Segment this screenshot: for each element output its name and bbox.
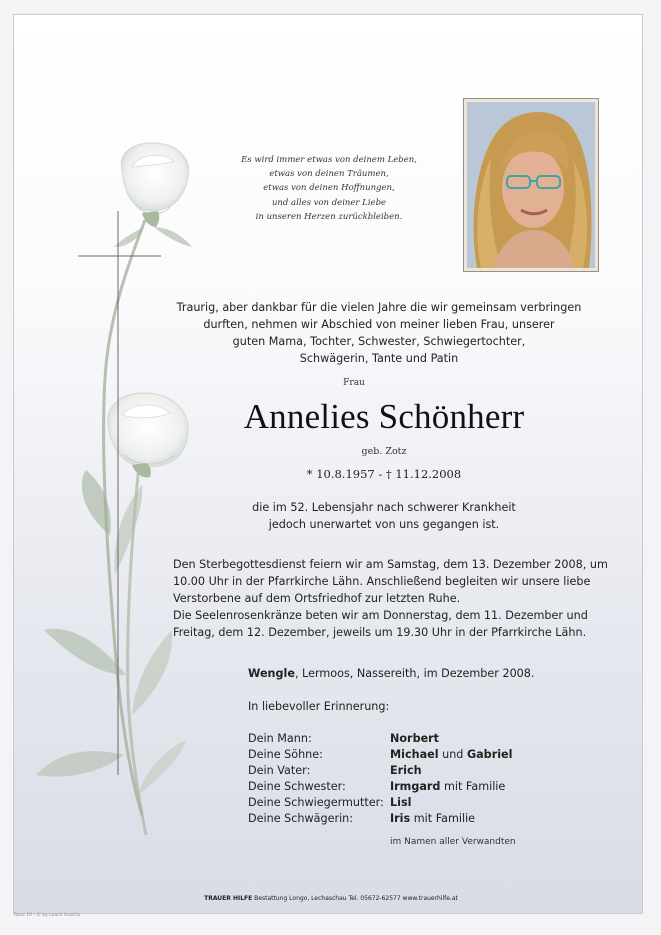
salutation: Frau xyxy=(343,378,365,388)
relative-name: Lisl xyxy=(390,796,412,809)
relative-row xyxy=(248,795,588,811)
portrait-photo xyxy=(467,102,595,268)
relative-join: und xyxy=(438,748,467,761)
place-date xyxy=(248,667,534,680)
relative-row xyxy=(248,747,588,763)
rosary-text xyxy=(173,607,627,641)
rose-top xyxy=(121,143,188,227)
intro-line: durften, nehmen wir Abschied von meiner lieben Frau, unserer xyxy=(203,318,555,331)
relative-label: Dein Mann: xyxy=(248,732,312,745)
rosary-line: Freitag, dem 12. Dezember, jeweils um 19.30 Uhr in der Pfarrkirche Lähn. xyxy=(173,626,587,639)
rosary-line: Die Seelenrosenkränze beten wir am Donnerstag, dem 11. Dezember und xyxy=(173,609,588,622)
place-town: Wengle xyxy=(248,667,295,680)
on-behalf-note: im Namen aller Verwandten xyxy=(390,837,516,847)
relative-row xyxy=(248,731,588,747)
deceased-name: Annelies Schönherr xyxy=(243,397,525,436)
relative-label: Deine Schwägerin: xyxy=(248,812,354,825)
relative-suffix: mit Familie xyxy=(410,812,476,825)
footer-details: Bestattung Longo, Lechaschau Tel. 05672-62577 www.trauerhilfe.at xyxy=(252,895,458,902)
relative-row xyxy=(248,779,588,795)
memorial-quote xyxy=(219,153,439,224)
intro-line: Traurig, aber dankbar für die vielen Jahre die wir gemeinsam verbringen xyxy=(176,301,582,314)
cause-line: die im 52. Lebensjahr nach schwerer Krankheit xyxy=(252,501,516,514)
relative-name: Erich xyxy=(390,764,422,777)
quote-line: und alles von deiner Liebe xyxy=(271,197,387,208)
footer-imprint xyxy=(174,895,488,902)
relative-row xyxy=(248,763,588,779)
life-dates: * 10.8.1957 - † 11.12.2008 xyxy=(306,467,462,481)
relative-label: Dein Vater: xyxy=(248,764,311,777)
obituary-sheet xyxy=(13,14,643,914)
cause-text xyxy=(194,500,574,533)
footer-company: TRAUER HILFE xyxy=(204,895,253,902)
copyright-note: Rose 10 - © by Loach Austria xyxy=(14,913,80,918)
place-rest: , Lermoos, Nassereith, im Dezember 2008. xyxy=(294,667,535,680)
intro-text xyxy=(174,299,584,367)
quote-line: etwas von deinen Hoffnungen, xyxy=(263,183,395,194)
quote-line: etwas von deinen Träumen, xyxy=(269,169,389,180)
relative-name: Iris xyxy=(390,812,411,825)
service-line: 10.00 Uhr in der Pfarrkirche Lähn. Anschließend begleiten wir unsere liebe xyxy=(173,575,591,588)
service-line: Den Sterbegottesdienst feiern wir am Samstag, dem 13. Dezember 2008, um xyxy=(173,558,608,571)
relative-name: Irmgard xyxy=(390,780,441,793)
rose-middle xyxy=(108,393,188,478)
relative-label: Deine Söhne: xyxy=(248,748,323,761)
relative-label: Deine Schwester: xyxy=(248,780,346,793)
relative-name: Michael xyxy=(390,748,439,761)
relative-name: Norbert xyxy=(390,732,440,745)
intro-line: Schwägerin, Tante und Patin xyxy=(299,352,459,365)
relative-name: Gabriel xyxy=(466,748,513,761)
funeral-service-text xyxy=(173,556,627,607)
intro-line: guten Mama, Tochter, Schwester, Schwiegertochter, xyxy=(232,335,526,348)
cause-line: jedoch unerwartet von uns gegangen ist. xyxy=(268,517,500,531)
quote-line: in unseren Herzen zurückbleiben. xyxy=(255,211,403,222)
memory-label: In liebevoller Erinnerung: xyxy=(248,700,390,713)
relatives-list xyxy=(248,731,588,827)
portrait-frame xyxy=(463,98,599,272)
quote-line: Es wird immer etwas von deinem Leben, xyxy=(241,155,417,165)
relative-suffix: mit Familie xyxy=(440,780,506,793)
service-line: Verstorbene auf dem Ortsfriedhof zur letzten Ruhe. xyxy=(173,592,461,605)
relative-label: Deine Schwiegermutter: xyxy=(248,796,384,809)
relative-row xyxy=(248,811,588,827)
birth-name: geb. Zotz xyxy=(361,446,407,457)
